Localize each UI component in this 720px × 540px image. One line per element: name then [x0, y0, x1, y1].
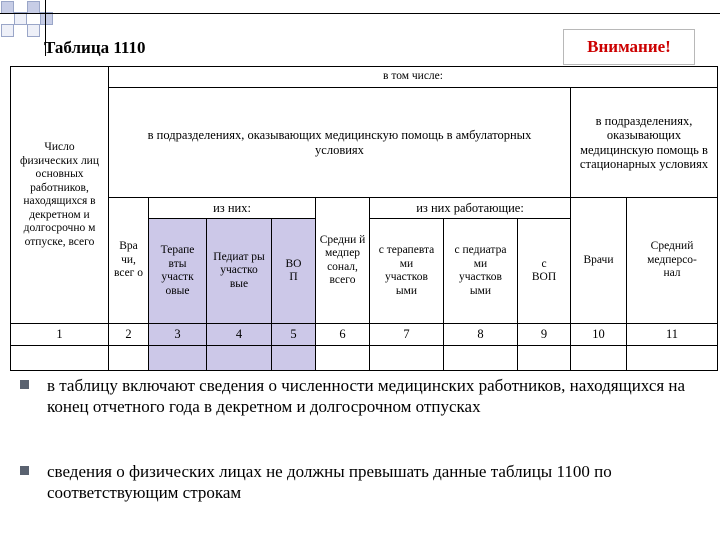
table-1110 [10, 66, 718, 371]
empty-cell [207, 346, 272, 371]
col-number-2: 2 [109, 324, 149, 346]
header-pediatricians: Педиат ры участко вые [207, 219, 272, 324]
col-number-7: 7 [370, 324, 444, 346]
header-ambulatory: в подразделениях, оказывающих медицинскую помощь в амбулаторных условиях [109, 88, 571, 198]
header-iz-nih: из них: [149, 198, 316, 219]
empty-cell [444, 346, 518, 371]
col-number-9: 9 [518, 324, 571, 346]
empty-cell [316, 346, 370, 371]
empty-cell [272, 346, 316, 371]
warning-box: Внимание! [563, 29, 695, 65]
slide-title: Таблица 1110 [44, 38, 146, 57]
header-inpatient: в подразделениях, оказывающих медицинскую помощь в стационарных условиях [571, 88, 718, 198]
header-mid-staff: Средни й медпер сонал, всего [316, 198, 370, 324]
empty-cell [109, 346, 149, 371]
col-number-5: 5 [272, 324, 316, 346]
header-vop: ВО П [272, 219, 316, 324]
header-top: в том числе: [109, 67, 718, 88]
empty-cell [149, 346, 207, 371]
bullet-text: сведения о физических лицах не должны превышать данные таблицы 1100 по соответствующим строкам [47, 462, 612, 502]
empty-cell [11, 346, 109, 371]
empty-cell [571, 346, 627, 371]
col-number-4: 4 [207, 324, 272, 346]
bullet-marker-icon [20, 380, 29, 389]
header-with-vop: с ВОП [518, 219, 571, 324]
bullet-text: в таблицу включают сведения о численности медицинских работников, находящихся на конец отчетного года в декретном и долгосрочном отпусках [47, 376, 686, 416]
col-number-11: 11 [627, 324, 718, 346]
header-inp-doctors: Врачи [571, 198, 627, 324]
empty-cell [518, 346, 571, 371]
top-rule [0, 13, 720, 14]
bullet-marker-icon [20, 466, 29, 475]
empty-cell [627, 346, 718, 371]
header-with-pediatricians: с педиатра ми участков ыми [444, 219, 518, 324]
col-number-8: 8 [444, 324, 518, 346]
col-number-10: 10 [571, 324, 627, 346]
header-total: Число физических лиц основных работников, находящихся в декретном и долгосрочно м отпуске, всего [11, 67, 109, 324]
header-inp-mid-staff: Средний медперсо- нал [627, 198, 718, 324]
header-iz-nih-working: из них работающие: [370, 198, 571, 219]
col-number-3: 3 [149, 324, 207, 346]
empty-cell [370, 346, 444, 371]
col-number-1: 1 [11, 324, 109, 346]
header-with-therapists: с терапевта ми участков ыми [370, 219, 444, 324]
header-therapists: Терапе вты участк овые [149, 219, 207, 324]
header-doctors: Вра чи, всег о [109, 198, 149, 324]
col-number-6: 6 [316, 324, 370, 346]
